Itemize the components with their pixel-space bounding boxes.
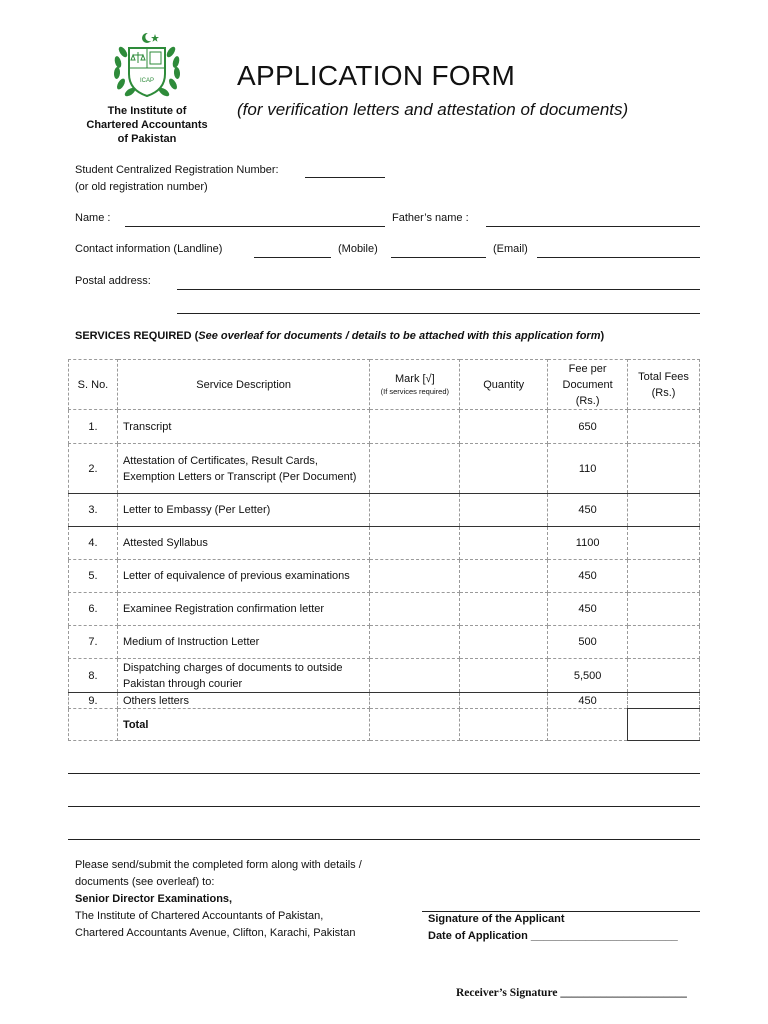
applicant-signature-field[interactable] <box>422 911 700 912</box>
row-service: Letter to Embassy (Per Letter) <box>117 494 369 527</box>
receiver-signature[interactable]: Receiver’s Signature ______________________ <box>456 987 687 999</box>
services-heading-close: ) <box>600 330 605 342</box>
submission-instructions <box>75 857 362 942</box>
row-quantity-cell[interactable] <box>460 444 548 494</box>
name-field[interactable] <box>125 226 385 227</box>
row-quantity-cell[interactable] <box>460 494 548 527</box>
row-total-cell[interactable] <box>628 659 700 693</box>
mobile-field[interactable] <box>391 257 486 258</box>
table-row <box>69 593 700 626</box>
institute-name <box>86 104 208 146</box>
row-fee: 650 <box>548 410 628 444</box>
row-mark-cell[interactable] <box>370 693 460 709</box>
row-total-cell[interactable] <box>628 444 700 494</box>
row-service: Letter of equivalence of previous examinations <box>117 560 369 593</box>
table-row <box>69 527 700 560</box>
row-service: Others letters <box>117 693 369 709</box>
row-fee: 5,500 <box>548 659 628 693</box>
row-service: Examinee Registration confirmation letter <box>117 593 369 626</box>
postal-address-field-line1[interactable] <box>177 289 700 290</box>
row-quantity-cell[interactable] <box>460 593 548 626</box>
row-service: Attested Syllabus <box>117 527 369 560</box>
total-row <box>69 709 700 741</box>
blank-line[interactable] <box>68 806 700 807</box>
total-fee-cell <box>548 709 628 741</box>
row-fee: 1100 <box>548 527 628 560</box>
postal-address-field-line2[interactable] <box>177 313 700 314</box>
row-sno: 3. <box>69 494 118 527</box>
landline-field[interactable] <box>254 257 331 258</box>
row-total-cell[interactable] <box>628 494 700 527</box>
row-quantity-cell[interactable] <box>460 410 548 444</box>
row-mark-cell[interactable] <box>370 626 460 659</box>
form-subtitle: (for verification letters and attestation of documents) <box>237 100 629 119</box>
row-sno: 6. <box>69 593 118 626</box>
row-fee: 450 <box>548 593 628 626</box>
header-quantity: Quantity <box>460 360 548 410</box>
table-row <box>69 494 700 527</box>
mobile-label: (Mobile) <box>338 243 378 255</box>
row-sno: 2. <box>69 444 118 494</box>
registration-label: Student Centralized Registration Number: <box>75 164 279 176</box>
row-service: Medium of Instruction Letter <box>117 626 369 659</box>
table-row <box>69 410 700 444</box>
recipient-title: Senior Director Examinations, <box>75 893 233 905</box>
icap-emblem-icon <box>105 30 189 102</box>
services-heading-note: See overleaf for documents / details to be attached with this application form <box>198 330 601 342</box>
table-row <box>69 560 700 593</box>
table-row <box>69 626 700 659</box>
row-fee: 450 <box>548 494 628 527</box>
row-sno: 1. <box>69 410 118 444</box>
send-line: documents (see overleaf) to: <box>75 876 215 888</box>
form-title: APPLICATION FORM <box>237 60 516 91</box>
row-mark-cell[interactable] <box>370 560 460 593</box>
institute-logo <box>86 30 208 146</box>
row-quantity-cell[interactable] <box>460 693 548 709</box>
header-total-fees: Total Fees (Rs.) <box>628 360 700 410</box>
row-quantity-cell[interactable] <box>460 626 548 659</box>
blank-line[interactable] <box>68 773 700 774</box>
row-sno: 7. <box>69 626 118 659</box>
row-total-cell[interactable] <box>628 410 700 444</box>
table-row <box>69 444 700 494</box>
row-mark-cell[interactable] <box>370 527 460 560</box>
name-label: Name : <box>75 212 111 224</box>
email-field[interactable] <box>537 257 700 258</box>
table-header-row <box>69 360 700 410</box>
services-heading <box>75 330 604 342</box>
row-fee: 450 <box>548 560 628 593</box>
row-service: Transcript <box>117 410 369 444</box>
institute-name-line: Chartered Accountants <box>86 119 208 131</box>
row-mark-cell[interactable] <box>370 410 460 444</box>
header-mark <box>370 360 460 410</box>
row-sno: 4. <box>69 527 118 560</box>
row-service: Attestation of Certificates, Result Cards, Exemption Letters or Transcript (Per Document) <box>117 444 369 494</box>
row-mark-cell[interactable] <box>370 444 460 494</box>
row-service: Dispatching charges of documents to outside Pakistan through courier <box>117 659 369 693</box>
row-total-cell[interactable] <box>628 560 700 593</box>
total-quantity-cell <box>460 709 548 741</box>
postal-address-label: Postal address: <box>75 275 151 287</box>
blank-line[interactable] <box>68 839 700 840</box>
services-table <box>68 359 700 741</box>
applicant-signature-label: Signature of the Applicant <box>428 913 565 925</box>
registration-sublabel: (or old registration number) <box>75 181 208 193</box>
total-sno-cell <box>69 709 118 741</box>
row-quantity-cell[interactable] <box>460 527 548 560</box>
row-fee: 110 <box>548 444 628 494</box>
row-sno: 8. <box>69 659 118 693</box>
institute-name-line: of Pakistan <box>117 133 177 145</box>
grand-total-cell[interactable] <box>628 709 700 741</box>
row-total-cell[interactable] <box>628 527 700 560</box>
row-total-cell[interactable] <box>628 693 700 709</box>
header-mark-note: (If services required) <box>380 387 449 396</box>
table-row <box>69 693 700 709</box>
total-label: Total <box>117 709 369 741</box>
header-sno: S. No. <box>69 360 118 410</box>
row-quantity-cell[interactable] <box>460 560 548 593</box>
row-mark-cell[interactable] <box>370 593 460 626</box>
row-fee: 500 <box>548 626 628 659</box>
table-row <box>69 659 700 693</box>
row-sno: 9. <box>69 693 118 709</box>
row-mark-cell[interactable] <box>370 659 460 693</box>
row-total-cell[interactable] <box>628 593 700 626</box>
send-line: Please send/submit the completed form along with details / <box>75 859 362 871</box>
row-total-cell[interactable] <box>628 626 700 659</box>
header-service-description: Service Description <box>117 360 369 410</box>
email-label: (Email) <box>493 243 528 255</box>
row-fee: 450 <box>548 693 628 709</box>
father-name-field[interactable] <box>486 226 700 227</box>
institute-name-line: The Institute of <box>107 105 187 117</box>
registration-number-field[interactable] <box>305 177 385 178</box>
row-quantity-cell[interactable] <box>460 659 548 693</box>
row-sno: 5. <box>69 560 118 593</box>
date-of-application[interactable]: Date of Application ________________________ <box>428 930 678 942</box>
row-mark-cell[interactable] <box>370 494 460 527</box>
recipient-org: The Institute of Chartered Accountants of Pakistan, <box>75 910 324 922</box>
recipient-address: Chartered Accountants Avenue, Clifton, Karachi, Pakistan <box>75 927 356 939</box>
total-mark-cell <box>370 709 460 741</box>
emblem-text: ICAP <box>139 78 155 84</box>
services-heading-bold: SERVICES REQUIRED ( <box>75 330 199 342</box>
header-fee-per-document: Fee per Document (Rs.) <box>548 360 628 410</box>
contact-landline-label: Contact information (Landline) <box>75 243 223 255</box>
header-mark-label: Mark [√] <box>395 373 435 385</box>
father-name-label: Father’s name : <box>392 212 469 224</box>
